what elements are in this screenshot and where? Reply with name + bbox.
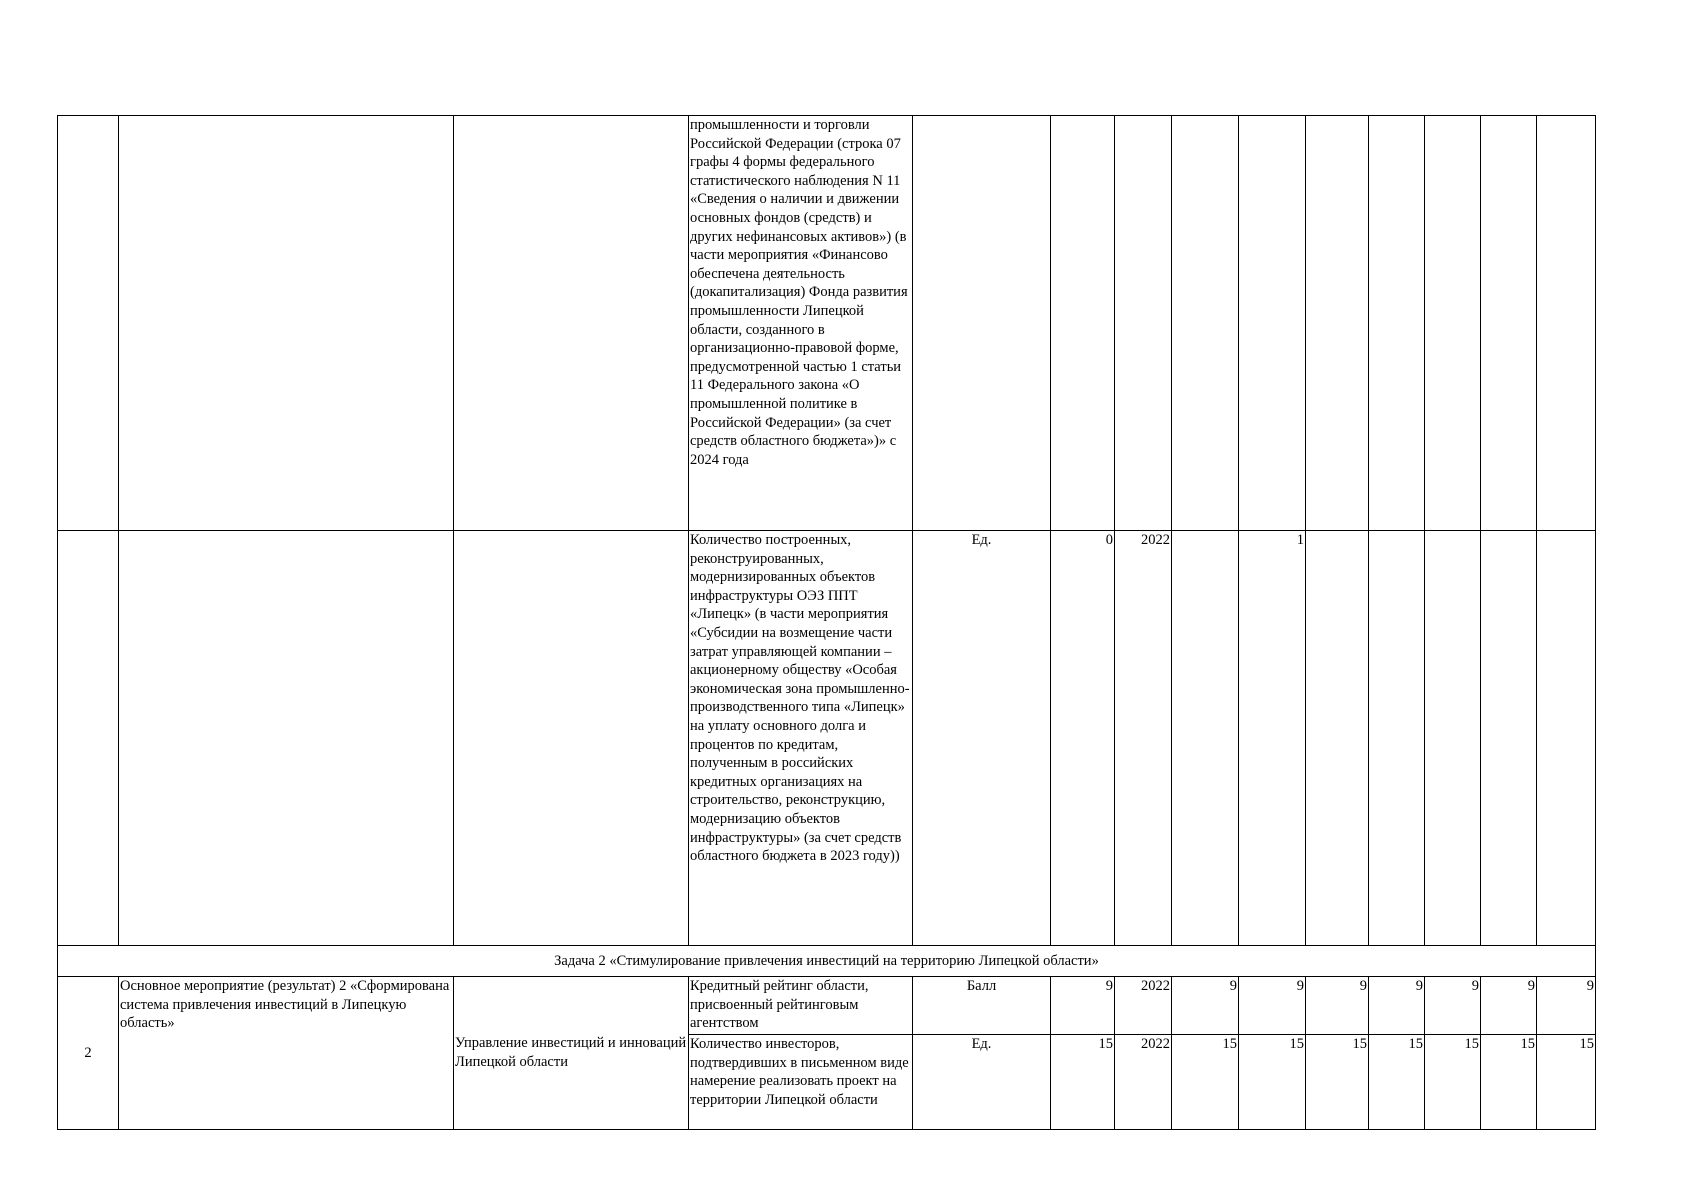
- value-cell: 1: [1239, 531, 1306, 946]
- table-row-credit-rating: [58, 977, 1596, 1035]
- value-cell: 15: [1481, 1035, 1537, 1130]
- table-row-continued: [58, 116, 1596, 531]
- value-cell: [1369, 531, 1425, 946]
- base-year-cell: [1115, 116, 1172, 531]
- value-cell: [1369, 116, 1425, 531]
- value-cell: 15: [1425, 1035, 1481, 1130]
- row-number-cell: 2: [58, 977, 119, 1130]
- value-cell: [1481, 116, 1537, 531]
- value-cell: [1537, 116, 1596, 531]
- value-cell: [1239, 116, 1306, 531]
- indicator-cell: Количество построенных, реконструированных, модернизированных объектов инфраструктуры ОЭЗ ППТ «Липецк» (в части мероприятия «Субсидии на возмещение части затрат управляющей компании – акционерному обществу «Особая экономическая зона промышленно-производственного типа «Липецк» на уплату основного долга и процентов по кредитам, полученным в российских кредитных организациях на строительство, реконструкцию, модернизацию объектов инфраструктуры» (за счет средств областного бюджета в 2023 году)): [689, 531, 913, 946]
- value-cell: 15: [1239, 1035, 1306, 1130]
- value-cell: 15: [1306, 1035, 1369, 1130]
- value-cell: 9: [1172, 977, 1239, 1035]
- unit-cell: Балл: [913, 977, 1051, 1035]
- value-cell: 9: [1306, 977, 1369, 1035]
- value-cell: [1172, 531, 1239, 946]
- value-cell: [1172, 116, 1239, 531]
- base-value-cell: 9: [1051, 977, 1115, 1035]
- activity-name-cell: [119, 531, 454, 946]
- value-cell: [1425, 531, 1481, 946]
- value-cell: 15: [1537, 1035, 1596, 1130]
- value-cell: [1306, 531, 1369, 946]
- activity-name-cell: Основное мероприятие (результат) 2 «Сформирована система привлечения инвестиций в Липецкую область»: [119, 977, 454, 1130]
- executor-cell: [454, 116, 689, 531]
- value-cell: 9: [1239, 977, 1306, 1035]
- unit-cell: [913, 116, 1051, 531]
- row-number-cell: [58, 116, 119, 531]
- task-header-row: [58, 946, 1596, 977]
- executor-cell: Управление инвестиций и инноваций Липецкой области: [454, 977, 689, 1130]
- base-year-cell: 2022: [1115, 977, 1172, 1035]
- executor-cell: [454, 531, 689, 946]
- value-cell: [1306, 116, 1369, 531]
- base-value-cell: 15: [1051, 1035, 1115, 1130]
- value-cell: 9: [1425, 977, 1481, 1035]
- indicator-cell: промышленности и торговли Российской Федерации (строка 07 графы 4 формы федерального статистического наблюдения N 11 «Сведения о наличии и движении основных фондов (средств) и других нефинансовых активов») (в части мероприятия «Финансово обеспечена деятельность (докапитализация) Фонда развития промышленности Липецкой области, созданного в организационно-правовой форме, предусмотренной частью 1 статьи 11 Федерального закона «О промышленной политике в Российской Федерации» (за счет средств областного бюджета»)» с 2024 года: [689, 116, 913, 531]
- unit-cell: Ед.: [913, 531, 1051, 946]
- base-year-cell: 2022: [1115, 531, 1172, 946]
- row-number-cell: [58, 531, 119, 946]
- activity-name-cell: [119, 116, 454, 531]
- base-value-cell: [1051, 116, 1115, 531]
- indicator-cell: Кредитный рейтинг области, присвоенный рейтинговым агентством: [689, 977, 913, 1035]
- value-cell: 9: [1537, 977, 1596, 1035]
- table-row-infrastructure: [58, 531, 1596, 946]
- value-cell: 9: [1369, 977, 1425, 1035]
- value-cell: [1425, 116, 1481, 531]
- unit-cell: Ед.: [913, 1035, 1051, 1130]
- indicators-table: [57, 115, 1596, 1130]
- base-value-cell: 0: [1051, 531, 1115, 946]
- indicator-cell: Количество инвесторов, подтвердивших в письменном виде намерение реализовать проект на территории Липецкой области: [689, 1035, 913, 1130]
- base-year-cell: 2022: [1115, 1035, 1172, 1130]
- value-cell: 15: [1172, 1035, 1239, 1130]
- value-cell: 15: [1369, 1035, 1425, 1130]
- task-title: Задача 2 «Стимулирование привлечения инвестиций на территорию Липецкой области»: [58, 946, 1596, 977]
- value-cell: [1537, 531, 1596, 946]
- value-cell: 9: [1481, 977, 1537, 1035]
- value-cell: [1481, 531, 1537, 946]
